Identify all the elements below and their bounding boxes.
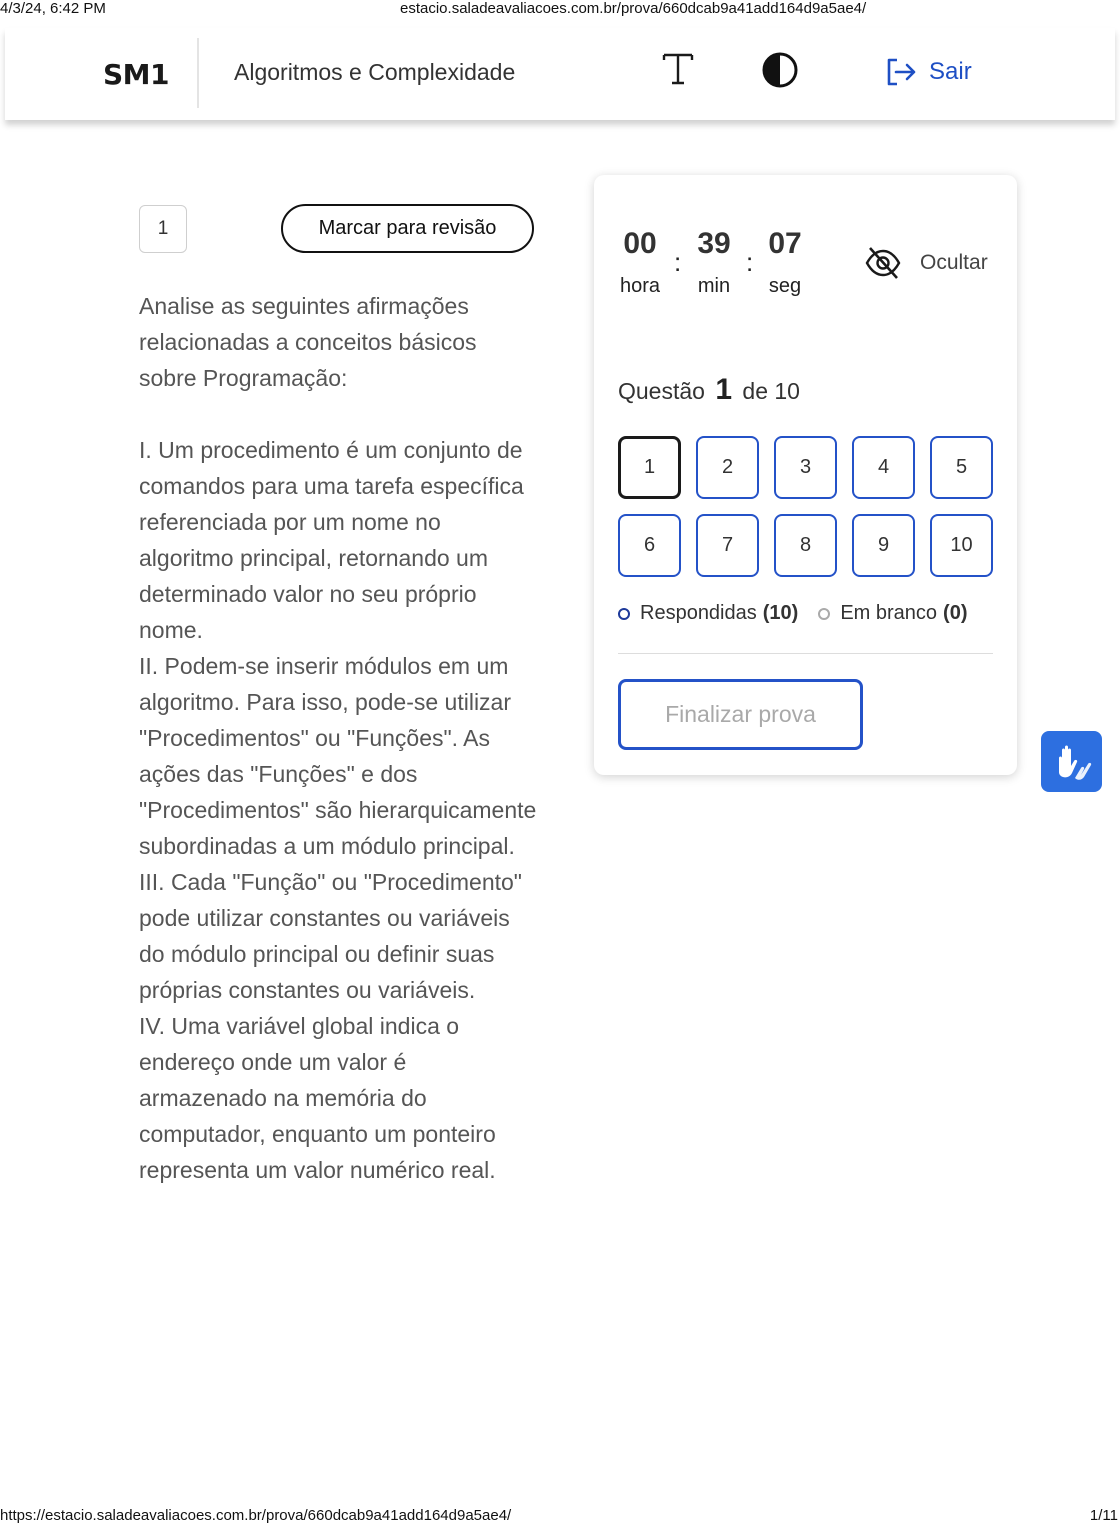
font-size-button[interactable] xyxy=(660,50,696,88)
print-header xyxy=(0,0,1120,18)
print-url: estacio.saladeavaliacoes.com.br/prova/660dcab9a41add164d9a5ae4/ xyxy=(400,0,867,17)
timer-separator: : xyxy=(674,247,682,277)
blank-dot-icon xyxy=(818,608,830,620)
answered-label: Respondidas xyxy=(640,602,757,624)
statement-4: IV. Uma variável global indica o endereço onde um valor é armazenado na memória do computador, enquanto um ponteiro representa um valor numérico real. xyxy=(139,1013,496,1183)
question-nav-button[interactable]: 10 xyxy=(930,514,993,577)
top-bar xyxy=(5,28,1115,120)
mark-review-button[interactable]: Marcar para revisão xyxy=(281,204,534,253)
question-nav-button[interactable]: 2 xyxy=(696,436,759,499)
brand-logo[interactable]: SM1 xyxy=(103,58,170,91)
sign-language-hands-icon xyxy=(1051,742,1093,782)
question-nav-button[interactable]: 4 xyxy=(852,436,915,499)
timer-seconds: 07 xyxy=(768,227,802,260)
timer-minutes: 39 xyxy=(697,227,731,260)
print-datetime: 4/3/24, 6:42 PM xyxy=(0,0,106,17)
question-intro: Analise as seguintes afirmações relacionadas a conceitos básicos sobre Programação: xyxy=(139,293,477,391)
finish-exam-button[interactable]: Finalizar prova xyxy=(618,679,863,750)
timer-separator: : xyxy=(746,247,754,277)
print-footer-url: https://estacio.saladeavaliacoes.com.br/prova/660dcab9a41add164d9a5ae4/ xyxy=(0,1507,512,1524)
timer-hours: 00 xyxy=(623,227,657,260)
blank-count: (0) xyxy=(943,602,968,624)
question-body xyxy=(139,288,539,1188)
print-footer xyxy=(0,1507,1120,1525)
exam-panel xyxy=(594,175,1017,775)
question-nav-button[interactable]: 8 xyxy=(774,514,837,577)
question-nav-button[interactable]: 6 xyxy=(618,514,681,577)
answer-legend xyxy=(618,602,968,625)
logout-label: Sair xyxy=(929,58,972,85)
sign-language-button[interactable] xyxy=(1041,731,1102,792)
question-nav-button[interactable]: 7 xyxy=(696,514,759,577)
paragraph-gap xyxy=(139,396,539,432)
answered-count: (10) xyxy=(762,602,799,624)
progress-current: 1 xyxy=(715,373,733,406)
statement-2: II. Podem-se inserir módulos em um algoritmo. Para isso, pode-se utilizar "Procedimentos" ou "Funções". As ações das "Funções" e dos "Procedimentos" são hierarquicamente subordinadas a um módulo principal. xyxy=(139,653,537,859)
timer-hours-label: hora xyxy=(619,275,661,297)
statement-1: I. Um procedimento é um conjunto de comandos para uma tarefa específica referenciada por um nome no algoritmo principal, retornando um determinado valor no seu próprio nome. xyxy=(139,437,524,643)
print-page-number: 1/11 xyxy=(1089,1507,1118,1524)
statement-3: III. Cada "Função" ou "Procedimento" pode utilizar constantes ou variáveis do módulo principal ou definir suas próprias constantes ou variáveis. xyxy=(139,869,522,1003)
question-progress xyxy=(618,373,800,407)
text-size-icon xyxy=(660,50,696,88)
question-nav-button[interactable]: 3 xyxy=(774,436,837,499)
contrast-button[interactable] xyxy=(760,50,800,90)
timer-seconds-label: seg xyxy=(768,275,802,297)
contrast-icon xyxy=(760,50,800,90)
brand-divider xyxy=(197,38,199,108)
question-number: 1 xyxy=(139,205,187,253)
answered-dot-icon xyxy=(618,608,630,620)
logout-button[interactable] xyxy=(885,56,972,88)
logout-icon xyxy=(885,57,917,87)
blank-label: Em branco xyxy=(840,602,938,624)
hide-label: Ocultar xyxy=(920,251,988,274)
timer-minutes-label: min xyxy=(697,275,731,297)
progress-prefix: Questão xyxy=(618,378,705,404)
course-title: Algoritmos e Complexidade xyxy=(234,59,516,85)
question-nav-button[interactable]: 1 xyxy=(618,436,681,499)
progress-suffix: de 10 xyxy=(742,378,800,404)
hide-timer-button[interactable] xyxy=(864,245,988,281)
eye-off-icon xyxy=(864,245,902,281)
panel-divider xyxy=(618,653,993,654)
question-nav-button[interactable]: 5 xyxy=(930,436,993,499)
question-nav-button[interactable]: 9 xyxy=(852,514,915,577)
